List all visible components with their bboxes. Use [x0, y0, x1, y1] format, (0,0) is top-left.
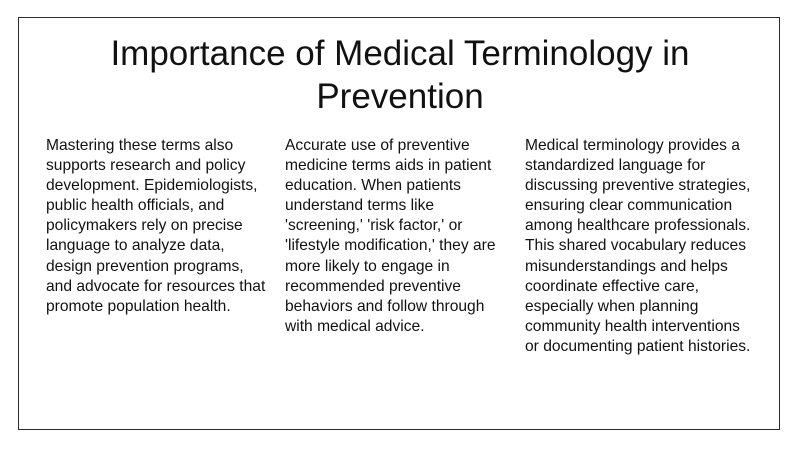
- column-text-left: Mastering these terms also supports research and policy development. Epidemiologists, public health officials, and policymakers rely on precise language to analyze data, design prevention programs, and advocate for resources that promote population health.: [46, 137, 266, 315]
- column-text-right: Medical terminology provides a standardized language for discussing preventive strategies, ensuring clear communication among healthcare professionals. This shared vocabulary reduces misunderstandings and helps coordinate effective care, especially when planning community health interventions or documenting patient histories.: [525, 137, 751, 355]
- column-text-middle: Accurate use of preventive medicine terms aids in patient education. When patients understand terms like 'screening,' 'risk factor,' or 'lifestyle modification,' they are more likely to engage in recommended preventive behaviors and follow through with medical advice.: [285, 137, 496, 335]
- slide-title: Importance of Medical Terminology in Prevention: [110, 34, 690, 116]
- slide-frame: [18, 17, 780, 430]
